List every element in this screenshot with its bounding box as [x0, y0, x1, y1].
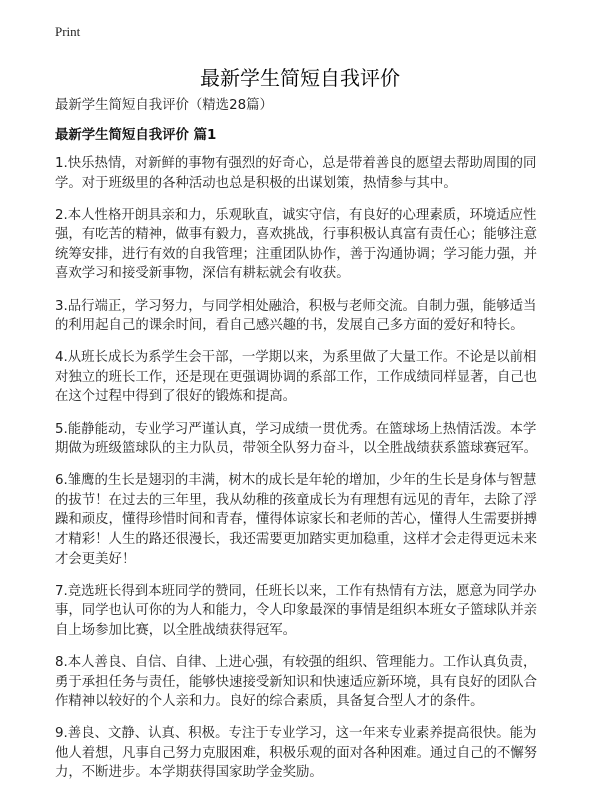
paragraph-line: 在这个过程中得到了很好的锻炼和提高。 — [55, 389, 297, 405]
section-heading: 最新学生简短自我评价 篇1 — [55, 128, 217, 143]
paragraph — [55, 653, 555, 712]
paragraph-line: 勇于承担任务与责任，能够快速接受新知识和快速适应新环境，具有良好的团队合 — [55, 674, 538, 690]
paragraph-line: 的拔节！在过去的三年里，我从幼稚的孩童成长为有理想有远见的青年，去除了浮 — [55, 492, 538, 508]
paragraph-line: 3.品行端正，学习努力，与同学相处融洽，积极与老师交流。自制力强，能够适当 — [55, 298, 537, 314]
paragraph — [55, 420, 555, 459]
paragraph-line: 他人着想，凡事自己努力克服困难，积极乐观的面对各种困难。通过自己的不懈努 — [55, 745, 538, 761]
paragraph-line: 9.善良、文静、认真、积极。专注于专业学习，这一年来专业素养提高很快。能为 — [55, 726, 537, 742]
paragraph-line: 喜欢学习和接受新事物，深信有耕耘就会有收获。 — [55, 266, 350, 282]
paragraph-line: 2.本人性格开朗具亲和力，乐观耿直，诚实守信，有良好的心理素质，环境适应性 — [55, 207, 537, 223]
paragraph — [55, 297, 555, 336]
paragraph-line: 自上场参加比赛，以全胜战绩获得冠军。 — [55, 622, 297, 638]
paragraph-line: 期做为班级篮球队的主力队员，带领全队努力奋斗，以全胜战绩获系篮球赛冠军。 — [55, 441, 538, 457]
paragraph-line: 强，有吃苦的精神，做事有毅力，喜欢挑战，行事积极认真富有责任心；能够注意 — [55, 227, 538, 243]
paragraph — [55, 724, 555, 783]
paragraph-line: 4.从班长成长为系学生会干部，一学期以来，为系里做了大量工作。不论是以前相 — [55, 350, 537, 366]
print-link[interactable]: Print — [55, 24, 81, 39]
document-body — [55, 96, 555, 796]
page-title: 最新学生简短自我评价 — [200, 66, 400, 90]
document-subtitle: 最新学生简短自我评价（精选28篇） — [55, 98, 273, 113]
paragraph-line: 6.雏鹰的生长是翅羽的丰满，树木的成长是年轮的增加，少年的生长是身体与智慧 — [55, 473, 537, 489]
paragraph-line: 统筹安排，进行有效的自我管理；注重团队协作，善于沟通协调；学习能力强，并 — [55, 246, 538, 262]
paragraph-line: 1.快乐热情，对新鲜的事物有强烈的好奇心，总是带着善良的愿望去帮助周围的同 — [55, 156, 537, 171]
paragraph-line: 8.本人善良、自信、自律、上进心强，有较强的组织、管理能力。工作认真负责， — [55, 654, 537, 670]
paragraph-line: 躁和顽皮，懂得珍惜时间和青春，懂得体谅家长和老师的苦心，懂得人生需要拼搏 — [55, 512, 538, 528]
paragraph-line: 才精彩！人生的路还很漫长，我还需要更加踏实更加稳重，这样才会走得更远未来 — [55, 532, 538, 547]
paragraph — [55, 154, 555, 193]
paragraph-line: 对独立的班长工作，还是现在更强调协调的系部工作，工作成绩同样显著，自己也 — [55, 369, 538, 385]
paragraph-line: 7.竞选班长得到本班同学的赞同，任班长以来，工作有热情有方法，愿意为同学办 — [55, 583, 537, 599]
paragraph-line: 学。对于班级里的各种活动也总是积极的出谋划策，热情参与其中。 — [55, 175, 457, 191]
paragraph-line: 作精神以较好的个人亲和力。良好的综合素质，具备复合型人才的条件。 — [55, 694, 484, 710]
paragraph-line: 才会更美好！ — [55, 551, 136, 567]
paragraph — [55, 348, 555, 407]
paragraph — [55, 582, 555, 641]
paragraph-list — [55, 154, 555, 783]
paragraph — [55, 471, 555, 569]
paragraph — [55, 206, 555, 284]
paragraph-line: 的利用起自己的课余时间，看自己感兴趣的书，发展自己多方面的爱好和特长。 — [55, 318, 524, 334]
paragraph-line: 力，不断进步。本学期获得国家助学金奖励。 — [55, 765, 323, 781]
paragraph-line: 事，同学也认可你的为人和能力，令人印象最深的事情是组织本班女子篮球队并亲 — [55, 603, 538, 619]
paragraph-line: 5.能静能动，专业学习严谨认真，学习成绩一贯优秀。在篮球场上热情活泼。本学 — [55, 421, 537, 437]
